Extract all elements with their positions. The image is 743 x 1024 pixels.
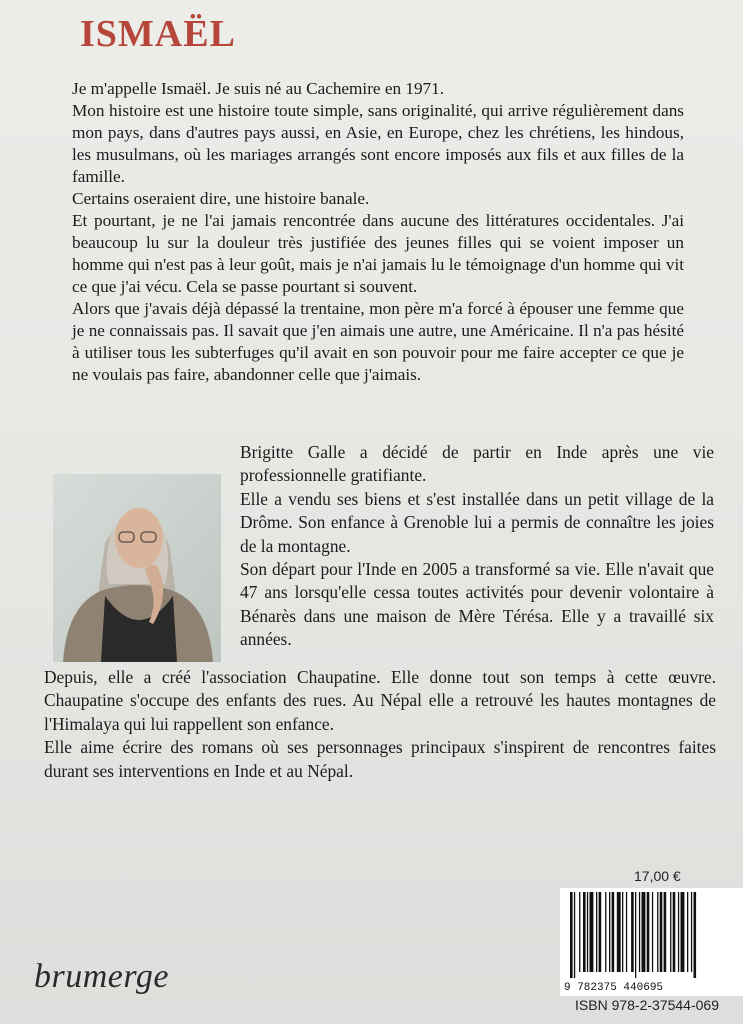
barcode-bar <box>635 892 636 978</box>
barcode-digits: 9 782375 440695 <box>564 982 664 994</box>
bio-paragraph: Elle aime écrire des romans où ses personnages principaux s'inspirent de rencontres faites durant ses interventions en Inde et au Népal. <box>44 737 716 781</box>
bio-paragraph: Elle a vendu ses biens et s'est installée dans un petit village de la Drôme. Son enfance à Grenoble lui a permis de connaître les joies de la montagne. <box>240 488 714 556</box>
synopsis-paragraph: Alors que j'avais déjà dépassé la trentaine, mon père m'a forcé à épouser une femme que je ne connaissais pas. Il savait que j'en aimais une autre, une Américaine. Il n'a pas hésité à utiliser tous les subterfuges qu'il avait en son pouvoir pour me faire accepter ce que je ne voulais pas faire, abandonner celle que j'aimais. <box>72 299 684 384</box>
barcode-bar <box>609 892 610 972</box>
barcode-bar <box>673 892 676 972</box>
synopsis-paragraph: Et pourtant, je ne l'ai jamais rencontrée dans aucune des littératures occidentales. J'ai beaucoup lu sur la douleur très justifiée des jeunes filles qui se voient imposer un homme qui n'est pas à leur goût, mais je n'ai jamais lu le témoignage d'un homme qui vit ce que j'ai vécu. Cela se passe pourtant si souvent. <box>72 211 684 296</box>
barcode-graphic <box>560 888 743 996</box>
barcode-bar <box>599 892 602 972</box>
price-label: 17,00 € <box>634 868 681 884</box>
synopsis-paragraph: Je m'appelle Ismaël. Je suis né au Cachemire en 1971. <box>72 79 445 98</box>
synopsis-paragraph: Mon histoire est une histoire toute simple, sans originalité, qui arrive régulièrement dans mon pays, dans d'autres pays aussi, en Asie, en Europe, chez les chrétiens, les hindous, les musulmans, où les mariages arrangés sont encore imposés aux fils et aux filles de la famille. <box>72 101 684 186</box>
barcode-bar <box>647 892 650 972</box>
isbn-label: ISBN 978-2-37544-069 <box>575 997 719 1013</box>
barcode-bar <box>622 892 623 972</box>
barcode-bar <box>605 892 606 972</box>
barcode-bar <box>631 892 634 972</box>
barcode-bar <box>574 892 575 978</box>
barcode-bar <box>590 892 594 972</box>
author-bio-full-width <box>44 666 716 783</box>
barcode-bar <box>626 892 627 972</box>
barcode-bar <box>660 892 663 972</box>
synopsis-paragraph: Certains oseraient dire, une histoire banale. <box>72 189 370 208</box>
barcode-bar <box>642 892 646 972</box>
bio-paragraph: Son départ pour l'Inde en 2005 a transformé sa vie. Elle n'avait que 47 ans lorsqu'elle cessa toutes activités pour devenir volontaire à Bénarès dans une maison de Mère Térésa. Elle y a travaillé six années. <box>240 559 714 650</box>
barcode-bar <box>587 892 588 972</box>
book-title: ISMAËL <box>80 13 236 55</box>
author-bio-beside-photo <box>240 441 714 652</box>
barcode-bar <box>657 892 658 972</box>
barcode-bar <box>617 892 621 972</box>
bio-paragraph: Depuis, elle a créé l'association Chaupatine. Elle donne tout son temps à cette œuvre. Chaupatine s'occupe des enfants des rues. Au Népal elle a retrouvé les hautes montagnes de l'Himalaya qui lui rappellent son enfance. <box>44 667 716 734</box>
bio-paragraph: Brigitte Galle a décidé de partir en Inde après une vie professionnelle gratifiante. <box>240 442 714 486</box>
barcode-bar <box>639 892 640 972</box>
barcode-bar <box>579 892 580 972</box>
publisher-logo: brumerge <box>34 958 169 995</box>
synopsis-block <box>72 78 684 386</box>
barcode-bar <box>670 892 671 972</box>
barcode <box>560 888 743 996</box>
barcode-bar <box>652 892 653 972</box>
barcode-bar <box>681 892 685 972</box>
barcode-bar <box>596 892 597 972</box>
barcode-bar <box>691 892 692 972</box>
barcode-bar <box>694 892 697 978</box>
barcode-bar <box>687 892 688 972</box>
barcode-bar <box>664 892 667 972</box>
barcode-bar <box>570 892 573 978</box>
barcode-bar <box>678 892 679 972</box>
barcode-bar <box>583 892 586 972</box>
barcode-bar <box>612 892 615 972</box>
author-photo <box>53 474 221 662</box>
